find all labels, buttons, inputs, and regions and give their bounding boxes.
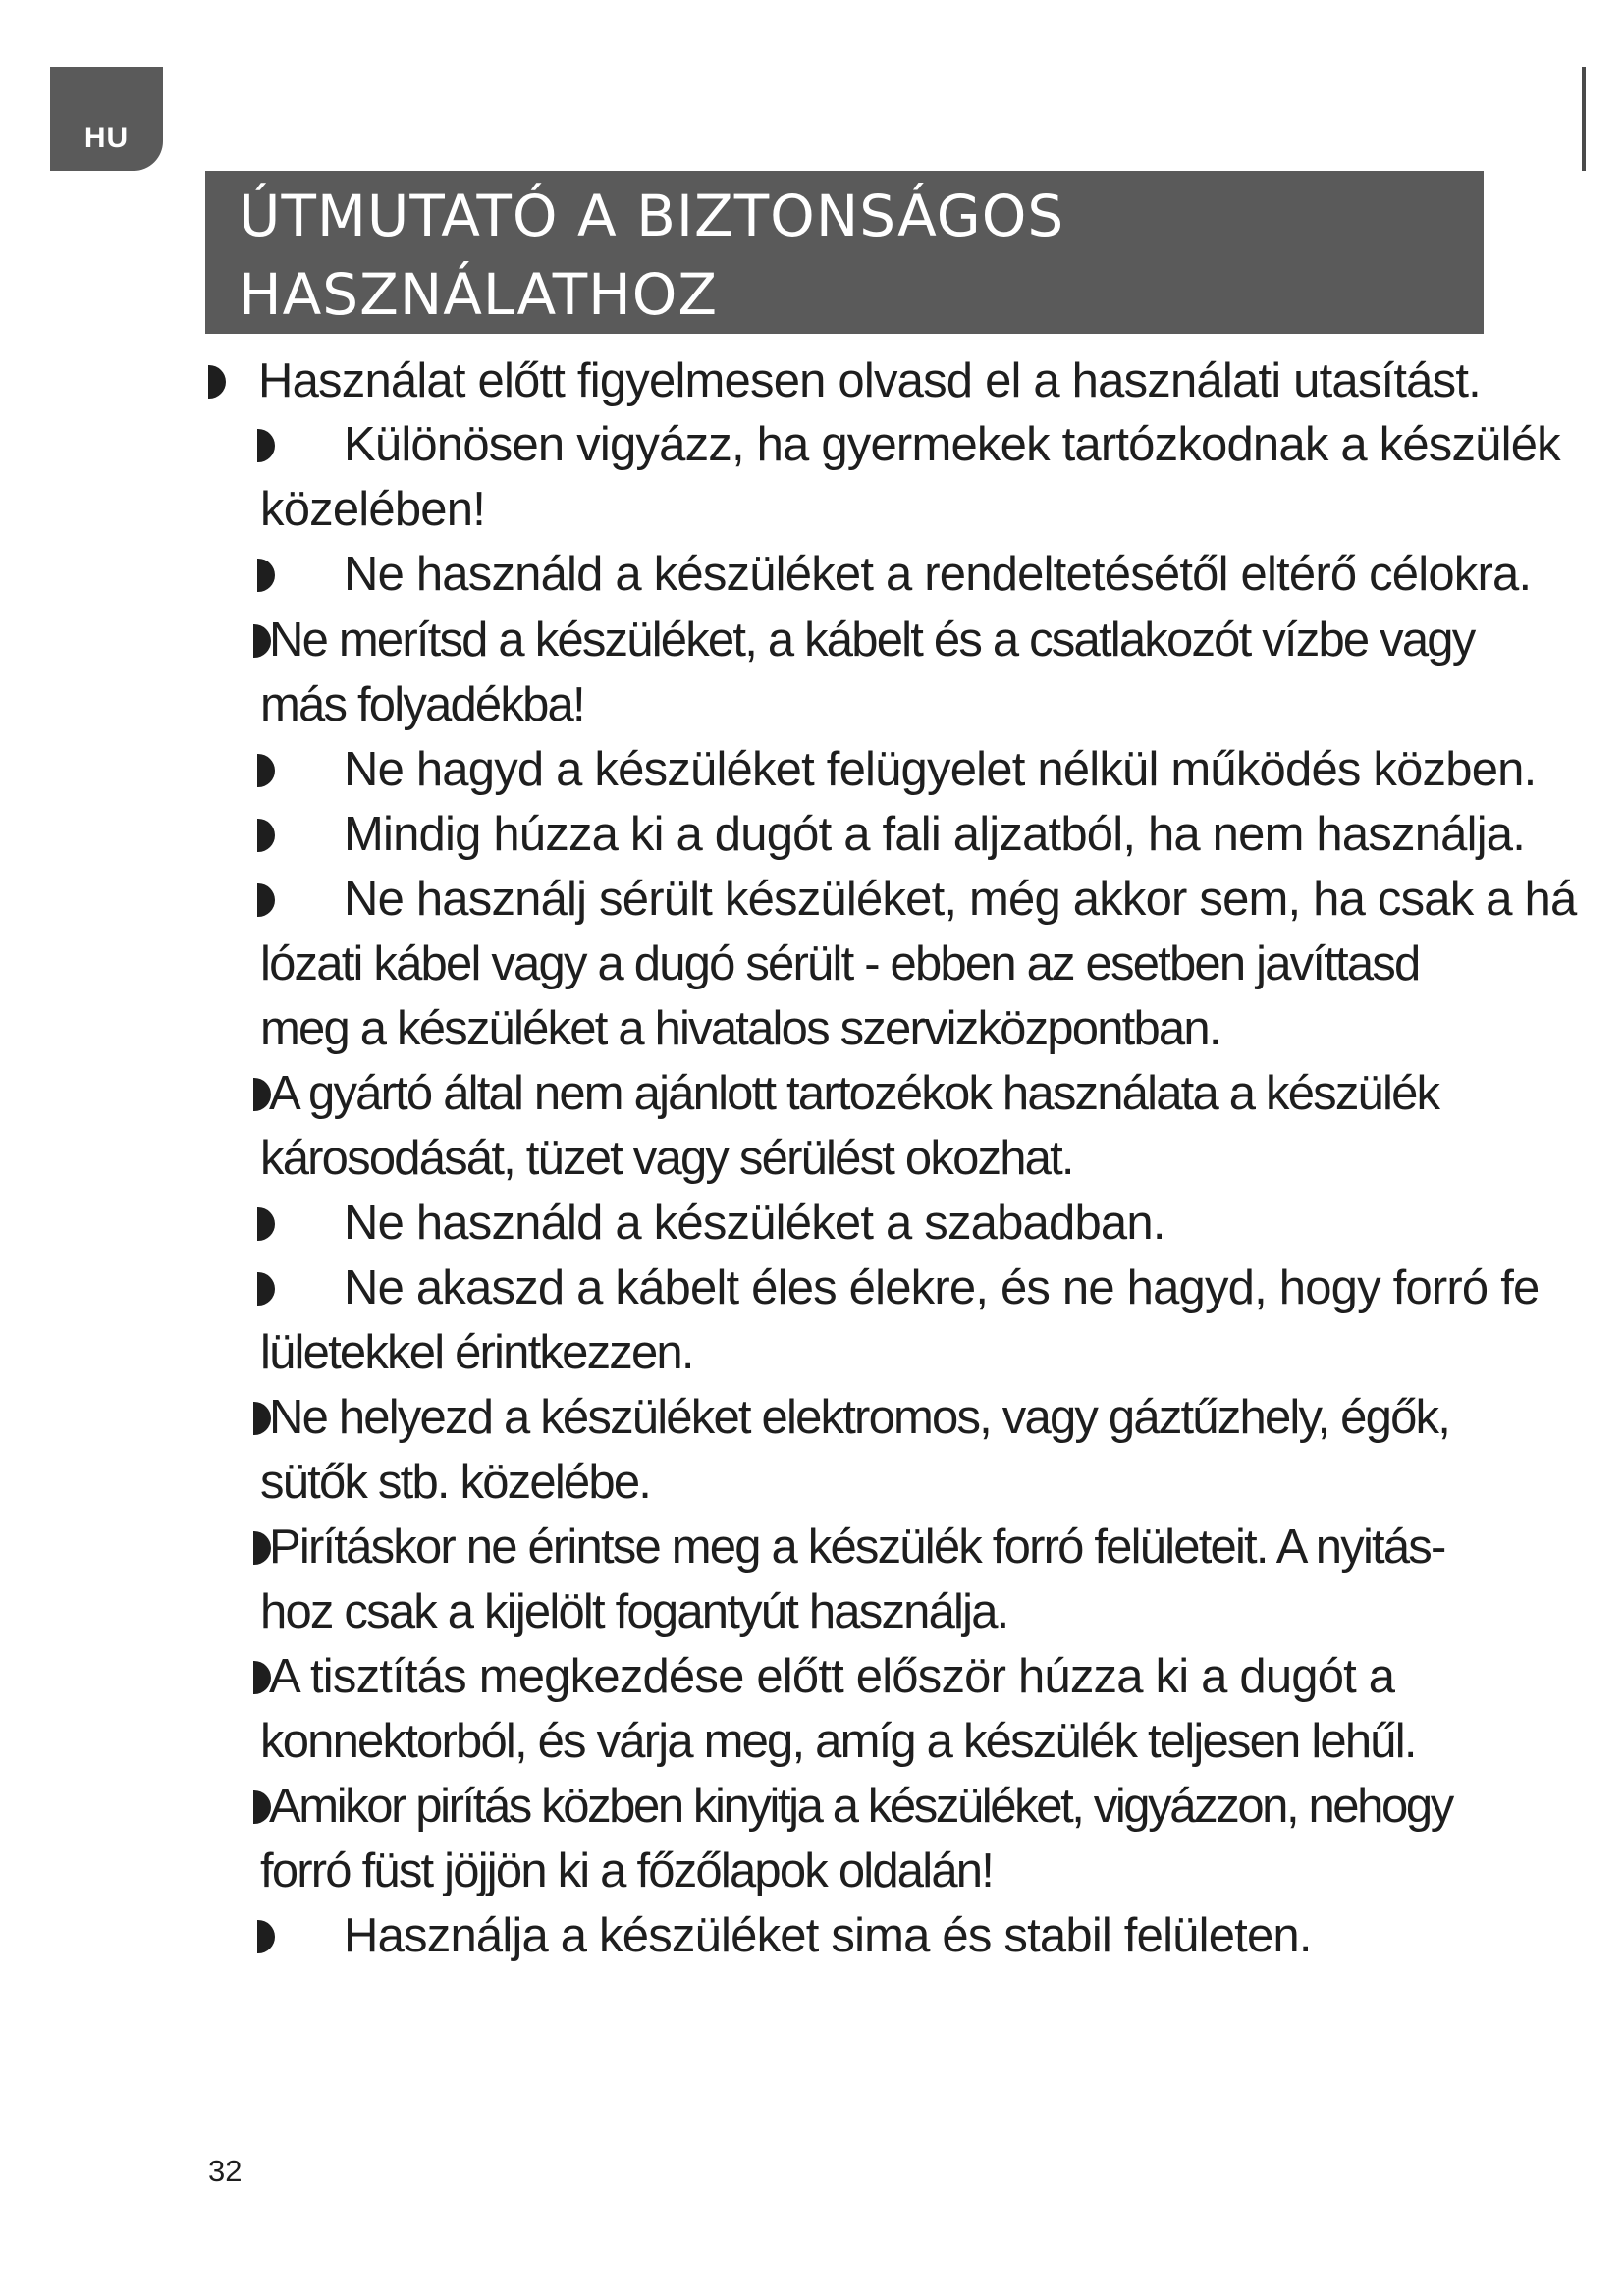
bullet-icon	[257, 1920, 275, 1953]
instruction-line: károsodását, tüzet vagy sérülést okozhat.	[260, 1132, 1073, 1185]
instruction-line: Ne akaszd a kábelt éles élekre, és ne hagyd, hogy forró fe	[344, 1261, 1540, 1314]
bullet-icon	[257, 819, 275, 852]
instruction-line: Használat előtt figyelmesen olvasd el a használati utasítást.	[258, 354, 1481, 407]
instruction-line: forró füst jöjjön ki a főzőlapok oldalán!	[260, 1844, 994, 1897]
instruction-line: Pirításkor ne érintse meg a készülék forró felületeit. A nyitás-	[269, 1521, 1445, 1574]
instruction-line: lületekkel érintkezzen.	[260, 1326, 693, 1379]
instruction-line: konnektorból, és várja meg, amíg a készülék teljesen lehűl.	[260, 1715, 1416, 1768]
instruction-line: A gyártó által nem ajánlott tartozékok használata a készülék	[269, 1067, 1439, 1120]
bullet-icon	[208, 365, 226, 399]
instruction-line: Ne hagyd a készüléket felügyelet nélkül működés közben.	[344, 743, 1537, 796]
instruction-line: közelében!	[260, 483, 486, 536]
instruction-line: Mindig húzza ki a dugót a fali aljzatból, ha nem használja.	[344, 808, 1526, 861]
instruction-line: Ne használj sérült készüléket, még akkor sem, ha csak a há	[344, 873, 1577, 926]
instruction-line: hoz csak a kijelölt fogantyút használja.	[260, 1585, 1008, 1638]
instruction-line: A tisztítás megkezdése előtt először húzza ki a dugót a	[269, 1650, 1395, 1703]
bullet-icon	[257, 1272, 275, 1306]
instruction-line: Használja a készüléket sima és stabil felületen.	[344, 1909, 1312, 1962]
instruction-line: Ne merítsd a készüléket, a kábelt és a csatlakozót vízbe vagy	[269, 614, 1475, 667]
instruction-line: Különösen vigyázz, ha gyermekek tartózkodnak a készülék	[344, 418, 1560, 471]
instruction-line: Ne használd a készüléket a rendeltetésétől eltérő célokra.	[344, 548, 1532, 601]
page-number: 32	[208, 2154, 243, 2188]
instruction-line: lózati kábel vagy a dugó sérült - ebben az esetben javíttasd	[260, 937, 1420, 990]
instruction-line: más folyadékba!	[260, 678, 584, 731]
bullet-icon	[257, 754, 275, 787]
instruction-line: Ne használd a készüléket a szabadban.	[344, 1197, 1165, 1250]
section-title-line-2: HASZNÁLATHOZ	[239, 261, 719, 328]
instruction-line: meg a készüléket a hivatalos szervizközpontban.	[260, 1002, 1220, 1055]
instruction-line: sütők stb. közelébe.	[260, 1456, 651, 1509]
bullet-icon	[257, 883, 275, 917]
instruction-line: Ne helyezd a készüléket elektromos, vagy gáztűzhely, égők,	[269, 1391, 1450, 1444]
language-code: HU	[83, 122, 130, 154]
section-title-line-1: ÚTMUTATÓ A BIZTONSÁGOS	[239, 183, 1065, 249]
bullet-icon	[257, 1207, 275, 1241]
instruction-line: Amikor pirítás közben kinyitja a készüléket, vigyázzon, nehogy	[269, 1780, 1452, 1833]
bullet-icon	[257, 559, 275, 592]
bullet-icon	[257, 429, 275, 462]
